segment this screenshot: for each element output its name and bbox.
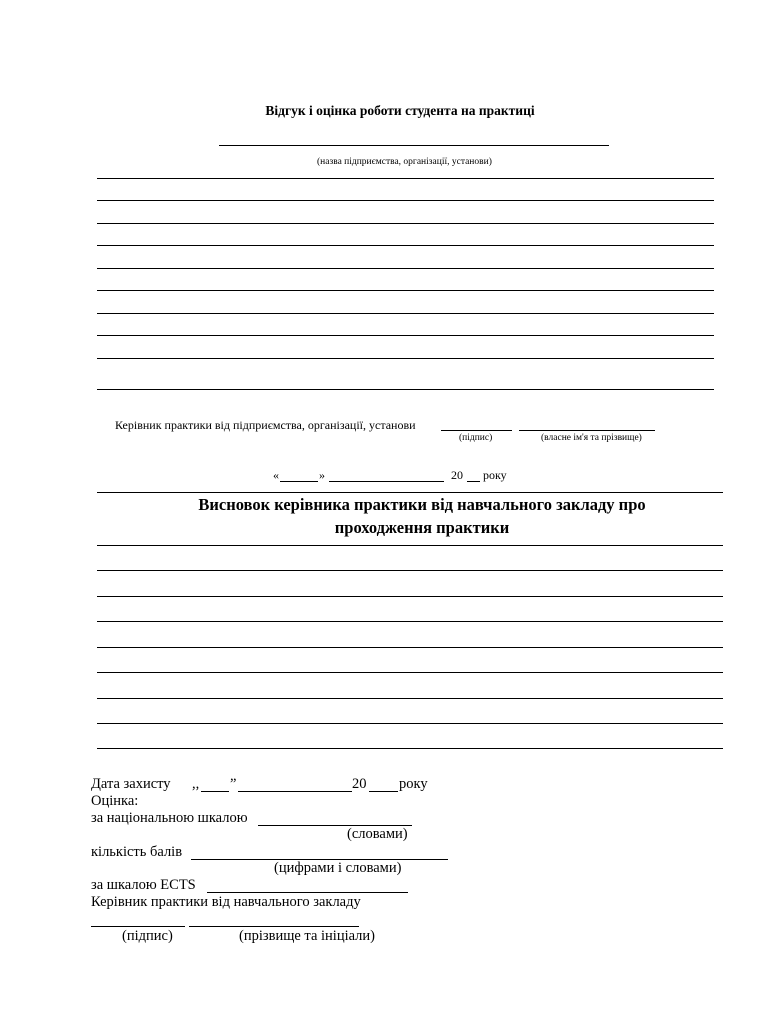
points-label: кількість балів	[91, 844, 183, 860]
defense-date-year-line[interactable]	[369, 791, 398, 792]
date-year-line[interactable]	[467, 481, 480, 482]
review-line[interactable]	[97, 200, 714, 201]
conclusion-title-line2: проходження практики	[334, 518, 510, 537]
date-day-line[interactable]	[280, 481, 318, 482]
org-name-line[interactable]	[219, 145, 609, 146]
review-line[interactable]	[97, 245, 714, 246]
national-scale-label: за національною шкалою	[91, 810, 248, 826]
review-line[interactable]	[97, 223, 714, 224]
grade-label: Оцінка:	[91, 793, 139, 809]
conclusion-title-line1: Висновок керівника практики від навчального закладу про	[198, 495, 646, 514]
signature-hint: (підпис)	[459, 433, 493, 443]
date-year-prefix: 20	[451, 468, 463, 482]
enterprise-supervisor-label: Керівник практики від підприємства, організації, установи	[115, 418, 416, 432]
conclusion-line[interactable]	[97, 672, 723, 673]
defense-date-month-line[interactable]	[238, 791, 352, 792]
defense-date-close-quote: ”	[230, 776, 237, 792]
institution-signature-line[interactable]	[91, 926, 185, 927]
conclusion-line[interactable]	[97, 545, 723, 546]
name-hint: (власне ім'я та прізвище)	[541, 433, 642, 443]
in-words-hint: (словами)	[347, 826, 408, 842]
institution-supervisor-label: Керівник практики від навчального закладу	[91, 894, 361, 910]
enterprise-signature-line[interactable]	[441, 430, 512, 431]
review-line[interactable]	[97, 268, 714, 269]
date-month-line[interactable]	[329, 481, 444, 482]
review-line[interactable]	[97, 358, 714, 359]
review-line[interactable]	[97, 389, 714, 390]
review-title: Відгук і оцінка роботи студента на практиці	[265, 103, 535, 118]
defense-date-open-quote: ,,	[192, 776, 200, 792]
conclusion-line[interactable]	[97, 596, 723, 597]
review-line[interactable]	[97, 313, 714, 314]
institution-signature-hint: (підпис)	[122, 928, 173, 944]
conclusion-line[interactable]	[97, 698, 723, 699]
date-suffix: року	[483, 468, 507, 482]
ects-line[interactable]	[207, 892, 408, 893]
date-open-quote: «	[273, 468, 279, 482]
enterprise-name-line[interactable]	[519, 430, 655, 431]
digits-words-hint: (цифрами і словами)	[274, 860, 402, 876]
institution-name-line[interactable]	[189, 926, 359, 927]
review-line[interactable]	[97, 290, 714, 291]
conclusion-title	[97, 493, 747, 539]
conclusion-line[interactable]	[97, 570, 723, 571]
review-line[interactable]	[97, 178, 714, 179]
conclusion-line[interactable]	[97, 647, 723, 648]
conclusion-line[interactable]	[97, 621, 723, 622]
conclusion-line[interactable]	[97, 748, 723, 749]
defense-date-label: Дата захисту	[91, 776, 171, 792]
ects-label: за шкалою ECTS	[91, 877, 196, 893]
defense-date-suffix: року	[399, 776, 428, 792]
review-line[interactable]	[97, 335, 714, 336]
org-name-hint: (назва підприємства, організації, установи)	[317, 157, 492, 167]
institution-name-hint: (прізвище та ініціали)	[239, 928, 375, 944]
defense-date-year-prefix: 20	[352, 776, 367, 792]
conclusion-line[interactable]	[97, 723, 723, 724]
defense-date-day-line[interactable]	[201, 791, 229, 792]
date-close-quote: »	[319, 468, 325, 482]
